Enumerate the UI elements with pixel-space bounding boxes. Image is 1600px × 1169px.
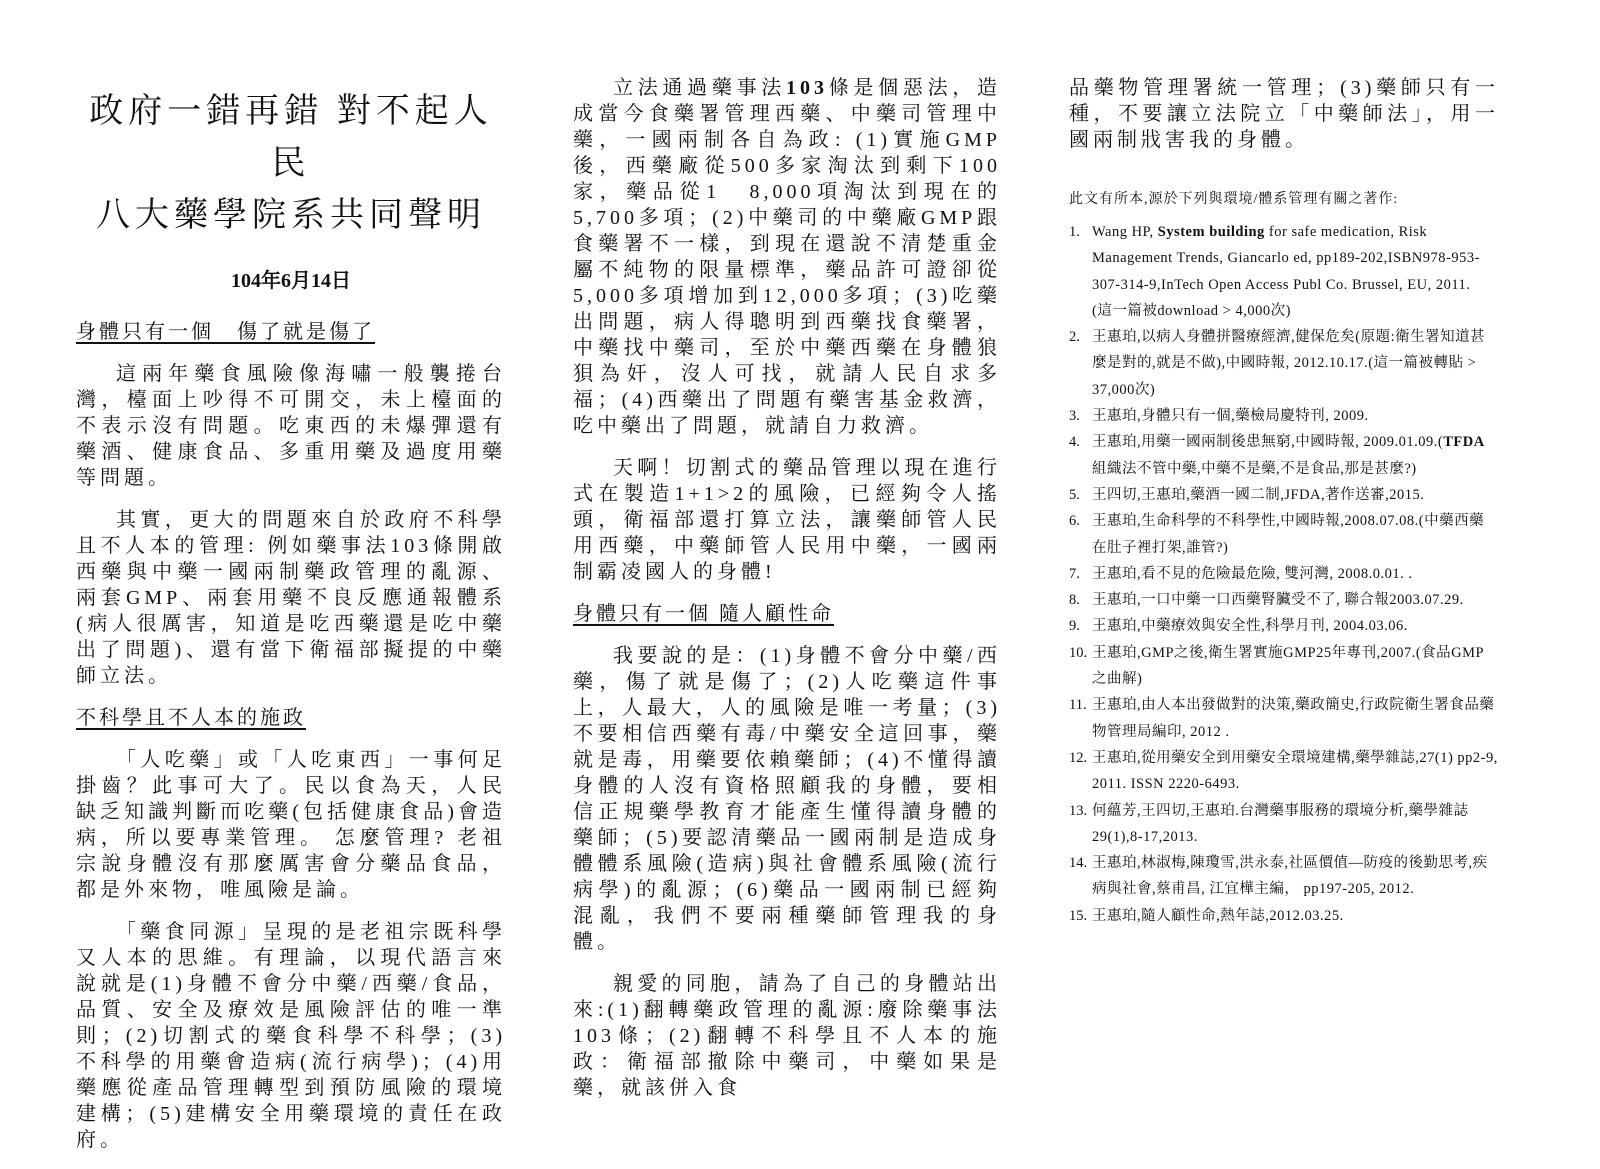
reference-item	[1069, 508, 1499, 561]
reference-number: 6.	[1069, 513, 1080, 530]
reference-text	[1092, 587, 1499, 613]
paragraph: 其實，更大的問題來自於政府不科學且不人本的管理: 例如藥事法103條開啟西藥與中藥一國兩制藥政管理的亂源、兩套GMP、兩套用藥不良反應通報體系(病人很厲害，知道是吃西藥還是吃中藥出了問題)、還有當下衛福部擬提的中藥師立法。	[76, 509, 506, 687]
reference-text	[1092, 613, 1499, 639]
reference-number: 14.	[1069, 855, 1088, 872]
reference-text	[1092, 482, 1499, 508]
reference-text	[1092, 403, 1499, 429]
paragraph-continuation: 品藥物管理署統一管理；(3)藥師只有一種，不要讓立法院立「中藥師法」，用一國兩制戕害我的身體。	[1069, 77, 1499, 151]
text: 王惠珀,生命科學的不科學性,中國時報,2008.07.08.(中藥西藥在肚子裡打架,誰管?)	[1092, 513, 1485, 556]
reference-number: 9.	[1069, 618, 1080, 635]
reference-item	[1069, 850, 1499, 903]
reference-item	[1069, 587, 1499, 613]
reference-text	[1092, 219, 1499, 324]
section-heading: 不科學且不人本的施政	[76, 707, 306, 729]
reference-text	[1092, 798, 1499, 851]
text: 王惠珀,以病人身體拼醫療經濟,健保危矣(原題:衛生署知道甚麼是對的,就是不做),中國時報, 2012.10.17.(這一篇被轉貼 > 37,000次)	[1092, 329, 1486, 398]
paragraph: 天啊！切割式的藥品管理以現在進行式在製造1+1>2的風險，已經夠令人搖頭，衛福部還打算立法，讓藥師管人民用西藥，中藥師管人民用中藥，一國兩制霸凌國人的身體!	[573, 457, 1001, 583]
reference-number: 4.	[1069, 434, 1080, 451]
reference-item	[1069, 745, 1499, 798]
column-1	[76, 0, 506, 1169]
reference-item	[1069, 798, 1499, 851]
reference-number: 2.	[1069, 329, 1080, 346]
reference-item	[1069, 324, 1499, 403]
reference-number: 10.	[1069, 644, 1088, 661]
reference-item	[1069, 561, 1499, 587]
reference-item	[1069, 429, 1499, 482]
reference-number: 5.	[1069, 486, 1080, 503]
reference-number: 8.	[1069, 592, 1080, 609]
section-heading: 身體只有一個 傷了就是傷了	[76, 321, 375, 343]
reference-number: 7.	[1069, 565, 1080, 582]
references-heading: 此文有所本,源於下列與環境/體系管理有關之著作:	[1069, 192, 1399, 207]
text: 王惠珀,從用藥安全到用藥安全環境建構,藥學雜誌,27(1) pp2-9, 2011. ISSN 2220-6493.	[1092, 749, 1498, 793]
paragraph	[573, 75, 1001, 439]
reference-number: 13.	[1069, 802, 1088, 819]
reference-list	[1069, 219, 1499, 929]
bold-text: 103	[786, 77, 828, 99]
paragraph: 「藥食同源」呈現的是老祖宗既科學又人本的思維。有理論，以現代語言來說就是(1)身體不會分中藥/西藥/食品，品質、安全及療效是風險評估的唯一準則；(2)切割式的藥食科學不科學；(3)不科學的用藥會造病(流行病學)；(4)用藥應從產品管理轉型到預防風險的環境建構；(5)建構安全用藥環境的責任在政府。	[76, 921, 506, 1151]
text: 王四切,王惠珀,藥酒一國二制,JFDA,著作送審,2015.	[1092, 486, 1425, 503]
section-heading: 身體只有一個 隨人顧性命	[573, 603, 834, 625]
reference-item	[1069, 640, 1499, 693]
text: for safe medication, Risk Management Trends, Giancarlo ed, pp189-202,ISBN978-953-307-314-9,InTech Open Access Publ Co. Brussel, EU, 2011.	[1092, 224, 1480, 293]
reference-item	[1069, 482, 1499, 508]
reference-text	[1092, 640, 1499, 693]
text: 王惠珀,GMP之後,衛生署實施GMP25年專刊,2007.(食品GMP之曲解)	[1092, 644, 1485, 688]
reference-text	[1092, 850, 1499, 903]
reference-text	[1092, 745, 1499, 798]
text: 王惠珀,一口中藥一口西藥腎臟受不了, 聯合報2003.07.29.	[1092, 592, 1464, 609]
reference-item	[1069, 903, 1499, 929]
reference-text	[1092, 903, 1499, 929]
text: 王惠珀,用藥一國兩制後患無窮,中國時報, 2009.01.09.(	[1092, 434, 1444, 451]
paragraph: 這兩年藥食風險像海嘯一般襲捲台灣，檯面上吵得不可開交，未上檯面的不表示沒有問題。吃東西的未爆彈還有藥酒、健康食品、多重用藥及過度用藥等問題。	[76, 363, 506, 489]
text: 王惠珀,隨人顧性命,熱年誌,2012.03.25.	[1092, 907, 1344, 924]
paragraph: 親愛的同胞，請為了自己的身體站出來:(1)翻轉藥政管理的亂源:廢除藥事法103條；(2)翻轉不科學且不人本的施政：衛福部撤除中藥司，中藥如果是藥，就該併入食	[573, 973, 1001, 1099]
reference-number: 15.	[1069, 907, 1088, 924]
reference-text	[1092, 692, 1499, 745]
date: 104年6月14日	[231, 270, 351, 292]
reference-text	[1092, 324, 1499, 403]
bold-text: TFDA	[1443, 434, 1485, 451]
text: 王惠珀,看不見的危險最危險, 雙河灣, 2008.0.01. .	[1092, 565, 1413, 582]
column-3	[1069, 75, 1499, 929]
reference-item	[1069, 403, 1499, 429]
reference-item	[1069, 219, 1499, 324]
text: Wang HP,	[1092, 224, 1158, 240]
text: 組織法不管中藥,中藥不是藥,不是食品,那是甚麼?)	[1092, 460, 1417, 477]
reference-number: 3.	[1069, 408, 1080, 425]
reference-number: 12.	[1069, 749, 1088, 766]
column-2	[573, 75, 1001, 1117]
paragraph: 我要說的是：(1)身體不會分中藥/西藥，傷了就是傷了；(2)人吃藥這件事上，人最大，人的風險是唯一考量；(3)不要相信西藥有毒/中藥安全這回事，藥就是毒，用藥要依賴藥師；(4)不懂得讀身體的人沒有資格照顧我的身體，要相信正規藥學教育才能產生懂得讀身體的藥師；(5)要認清藥品一國兩制是造成身體體系風險(造病)與社會體系風險(流行病學)的亂源；(6)藥品一國兩制已經夠混亂，我們不要兩種藥師管理我的身體。	[573, 645, 1001, 953]
title-line-2: 八大藥學院系共同聲明	[96, 197, 486, 234]
reference-text	[1092, 429, 1499, 482]
text: 何蘊芳,王四切,王惠珀.台灣藥事服務的環境分析,藥學雜誌 29(1),8-17,2013.	[1092, 802, 1469, 845]
text: 王惠珀,身體只有一個,藥檢局慶特刊, 2009.	[1092, 408, 1369, 425]
text: 條是個惡法，造成當今食藥署管理西藥、中藥司管理中藥，一國兩制各自為政: (1)實施GMP後，西藥廠從500多家淘汰到剩下100家，藥品從1 8,000項淘汰到現在的5,700多項；(2)中藥司的中藥廠GMP跟食藥署不一樣，到現在還說不清楚重金屬不純物的限量標準，藥品許可證卻從5,000多項增加到12,000多項；(3)吃藥出問題，病人得聰明到西藥找食藥署，中藥找中藥司，至於中藥西藥在身體狼狽為奸，沒人可找，就請人民自求多福；(4)西藥出了問題有藥害基金救濟，吃中藥出了問題，就請自力救濟。	[573, 77, 1001, 437]
reference-note: (這一篇被download > 4,000次)	[1092, 302, 1291, 319]
reference-item	[1069, 692, 1499, 745]
reference-text	[1092, 508, 1499, 561]
reference-text	[1092, 561, 1499, 587]
reference-item	[1069, 613, 1499, 639]
paragraph: 「人吃藥」或「人吃東西」一事何足掛齒？此事可大了。民以食為天，人民缺乏知識判斷而吃藥(包括健康食品)會造病，所以要專業管理。 怎麼管理? 老祖宗說身體沒有那麼厲害會分藥品食品，都是外來物，唯風險是論。	[76, 749, 506, 901]
bold-text: System building	[1157, 224, 1265, 240]
reference-number: 1.	[1069, 224, 1080, 240]
title-line-1: 政府一錯再錯 對不起人民	[89, 93, 493, 182]
text: 王惠珀,中藥療效與安全性,科學月刊, 2004.03.06.	[1092, 618, 1408, 635]
text: 王惠珀,林淑梅,陳瓊雪,洪永泰,社區價值—防疫的後勤思考,疾病與社會,蔡甫昌, 江宜樺主編， pp197-205, 2012.	[1092, 855, 1488, 898]
reference-number: 11.	[1069, 697, 1087, 714]
text: 王惠珀,由人本出發做對的決策,藥政簡史,行政院衛生署食品藥物管理局編印, 2012 .	[1092, 697, 1495, 740]
text: 立法通過藥事法	[613, 77, 786, 99]
